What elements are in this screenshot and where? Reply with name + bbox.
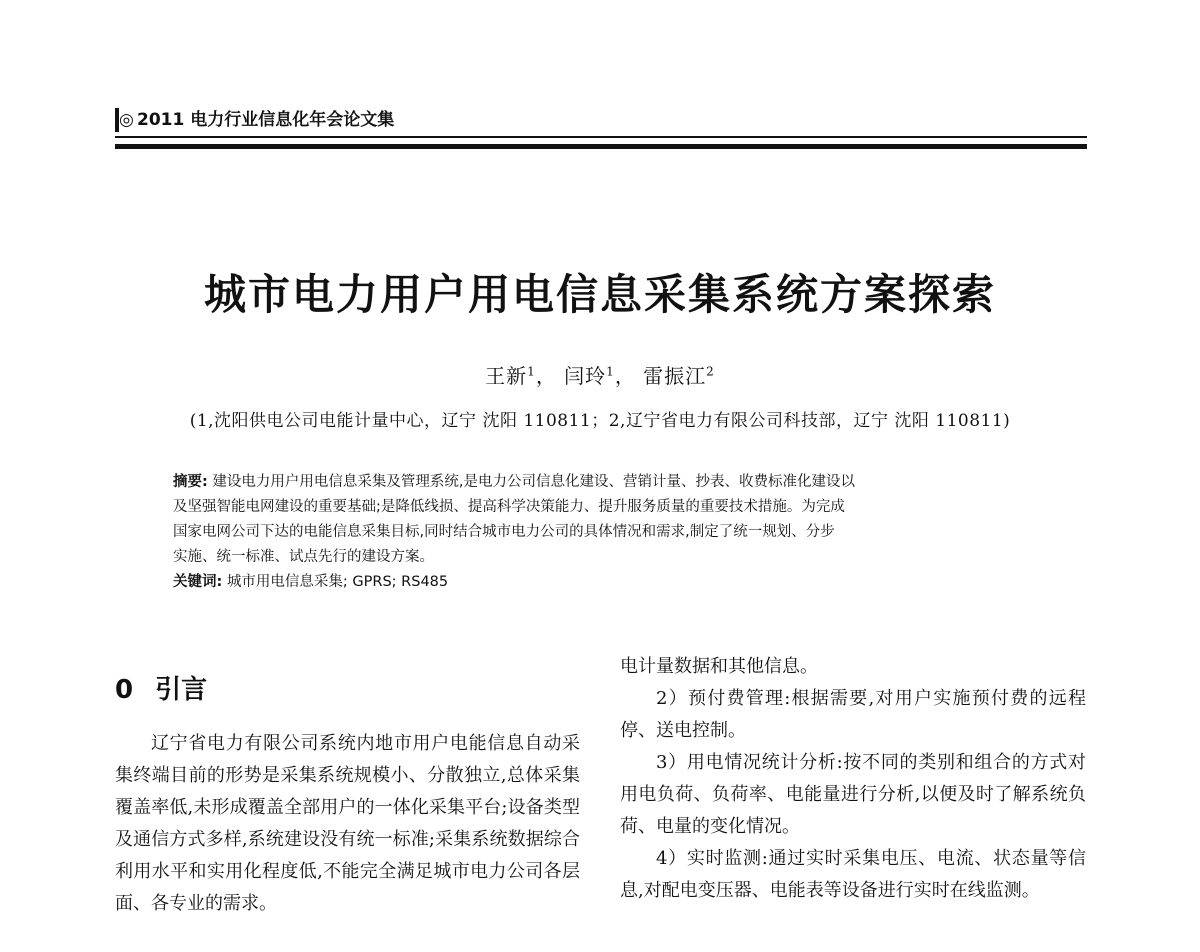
abstract-line: 实施、统一标准、试点先行的建设方案。 bbox=[173, 549, 434, 565]
author-name: 闫玲 bbox=[564, 364, 607, 388]
keywords-text: 城市用电信息采集; GPRS; RS485 bbox=[226, 574, 449, 590]
author-name: 王新 bbox=[485, 364, 528, 388]
list-item: 3）用电情况统计分析:按不同的类别和组合的方式对用电负荷、负荷率、电能量进行分析,以便及时了解系统负荷、电量的变化情况。 bbox=[620, 752, 1086, 837]
header-rule-thin bbox=[115, 136, 1087, 138]
keywords bbox=[173, 570, 1053, 595]
paper-title: 城市电力用户用电信息采集系统方案探索 bbox=[203, 270, 996, 319]
header-rule-thick bbox=[115, 144, 1087, 149]
list-item: 2）预付费管理:根据需要,对用户实施预付费的远程停、送电控制。 bbox=[620, 688, 1086, 741]
section-number: 0 bbox=[115, 675, 134, 705]
proceedings-badge bbox=[115, 108, 398, 132]
body-paragraph: 电计量数据和其他信息。 bbox=[620, 656, 818, 677]
author-affiliation-mark: 1 bbox=[527, 364, 536, 379]
body-paragraph: 辽宁省电力有限公司系统内地市用户电能信息自动采集终端目前的形势是采集系统规模小、分散独立,总体采集覆盖率低,未形成覆盖全部用户的一体化采集平台;设备类型及通信方式多样,系统建设没有统一标准;采集系统数据综合利用水平和实用化程度低,不能完全满足城市电力公司各层面、各专业的需求。 bbox=[115, 733, 580, 914]
abstract-line: 国家电网公司下达的电能信息采集目标,同时结合城市电力公司的具体情况和需求,制定了统一规划、分步 bbox=[173, 524, 835, 540]
author-affiliation-mark: 2 bbox=[706, 364, 715, 379]
section-heading bbox=[115, 672, 580, 708]
abstract-line: 摘要: 建设电力用户用电信息采集及管理系统,是电力公司信息化建设、营销计量、抄表、收费标准化建设以 bbox=[173, 474, 856, 490]
author-name: 雷振江 bbox=[643, 364, 707, 388]
abstract-line: 及坚强智能电网建设的重要基础;是降低线损、提高科学决策能力、提升服务质量的重要技术措施。为完成 bbox=[173, 499, 845, 515]
list-item: 4）实时监测:通过实时采集电压、电流、状态量等信息,对配电变压器、电能表等设备进行实时在线监测。 bbox=[620, 848, 1086, 901]
logo-icon: ◎ bbox=[119, 110, 134, 130]
author-affiliation-mark: 1 bbox=[606, 364, 615, 379]
proceedings-title: 2011 电力行业信息化年会论文集 bbox=[137, 110, 395, 130]
abstract-label: 摘要: bbox=[173, 474, 208, 490]
section-title: 引言 bbox=[155, 675, 208, 705]
author-list: 王新$^1$， 闫玲$^1$， 雷振江$^2$ bbox=[485, 364, 715, 388]
right-column bbox=[620, 651, 1086, 907]
abstract bbox=[173, 470, 1053, 595]
keywords-label: 关键词: bbox=[173, 574, 223, 590]
affiliations: (1,沈阳供电公司电能计量中心，辽宁 沈阳 110811；2,辽宁省电力有限公司科技部，辽宁 沈阳 110811) bbox=[189, 411, 1011, 431]
left-column bbox=[115, 660, 580, 920]
